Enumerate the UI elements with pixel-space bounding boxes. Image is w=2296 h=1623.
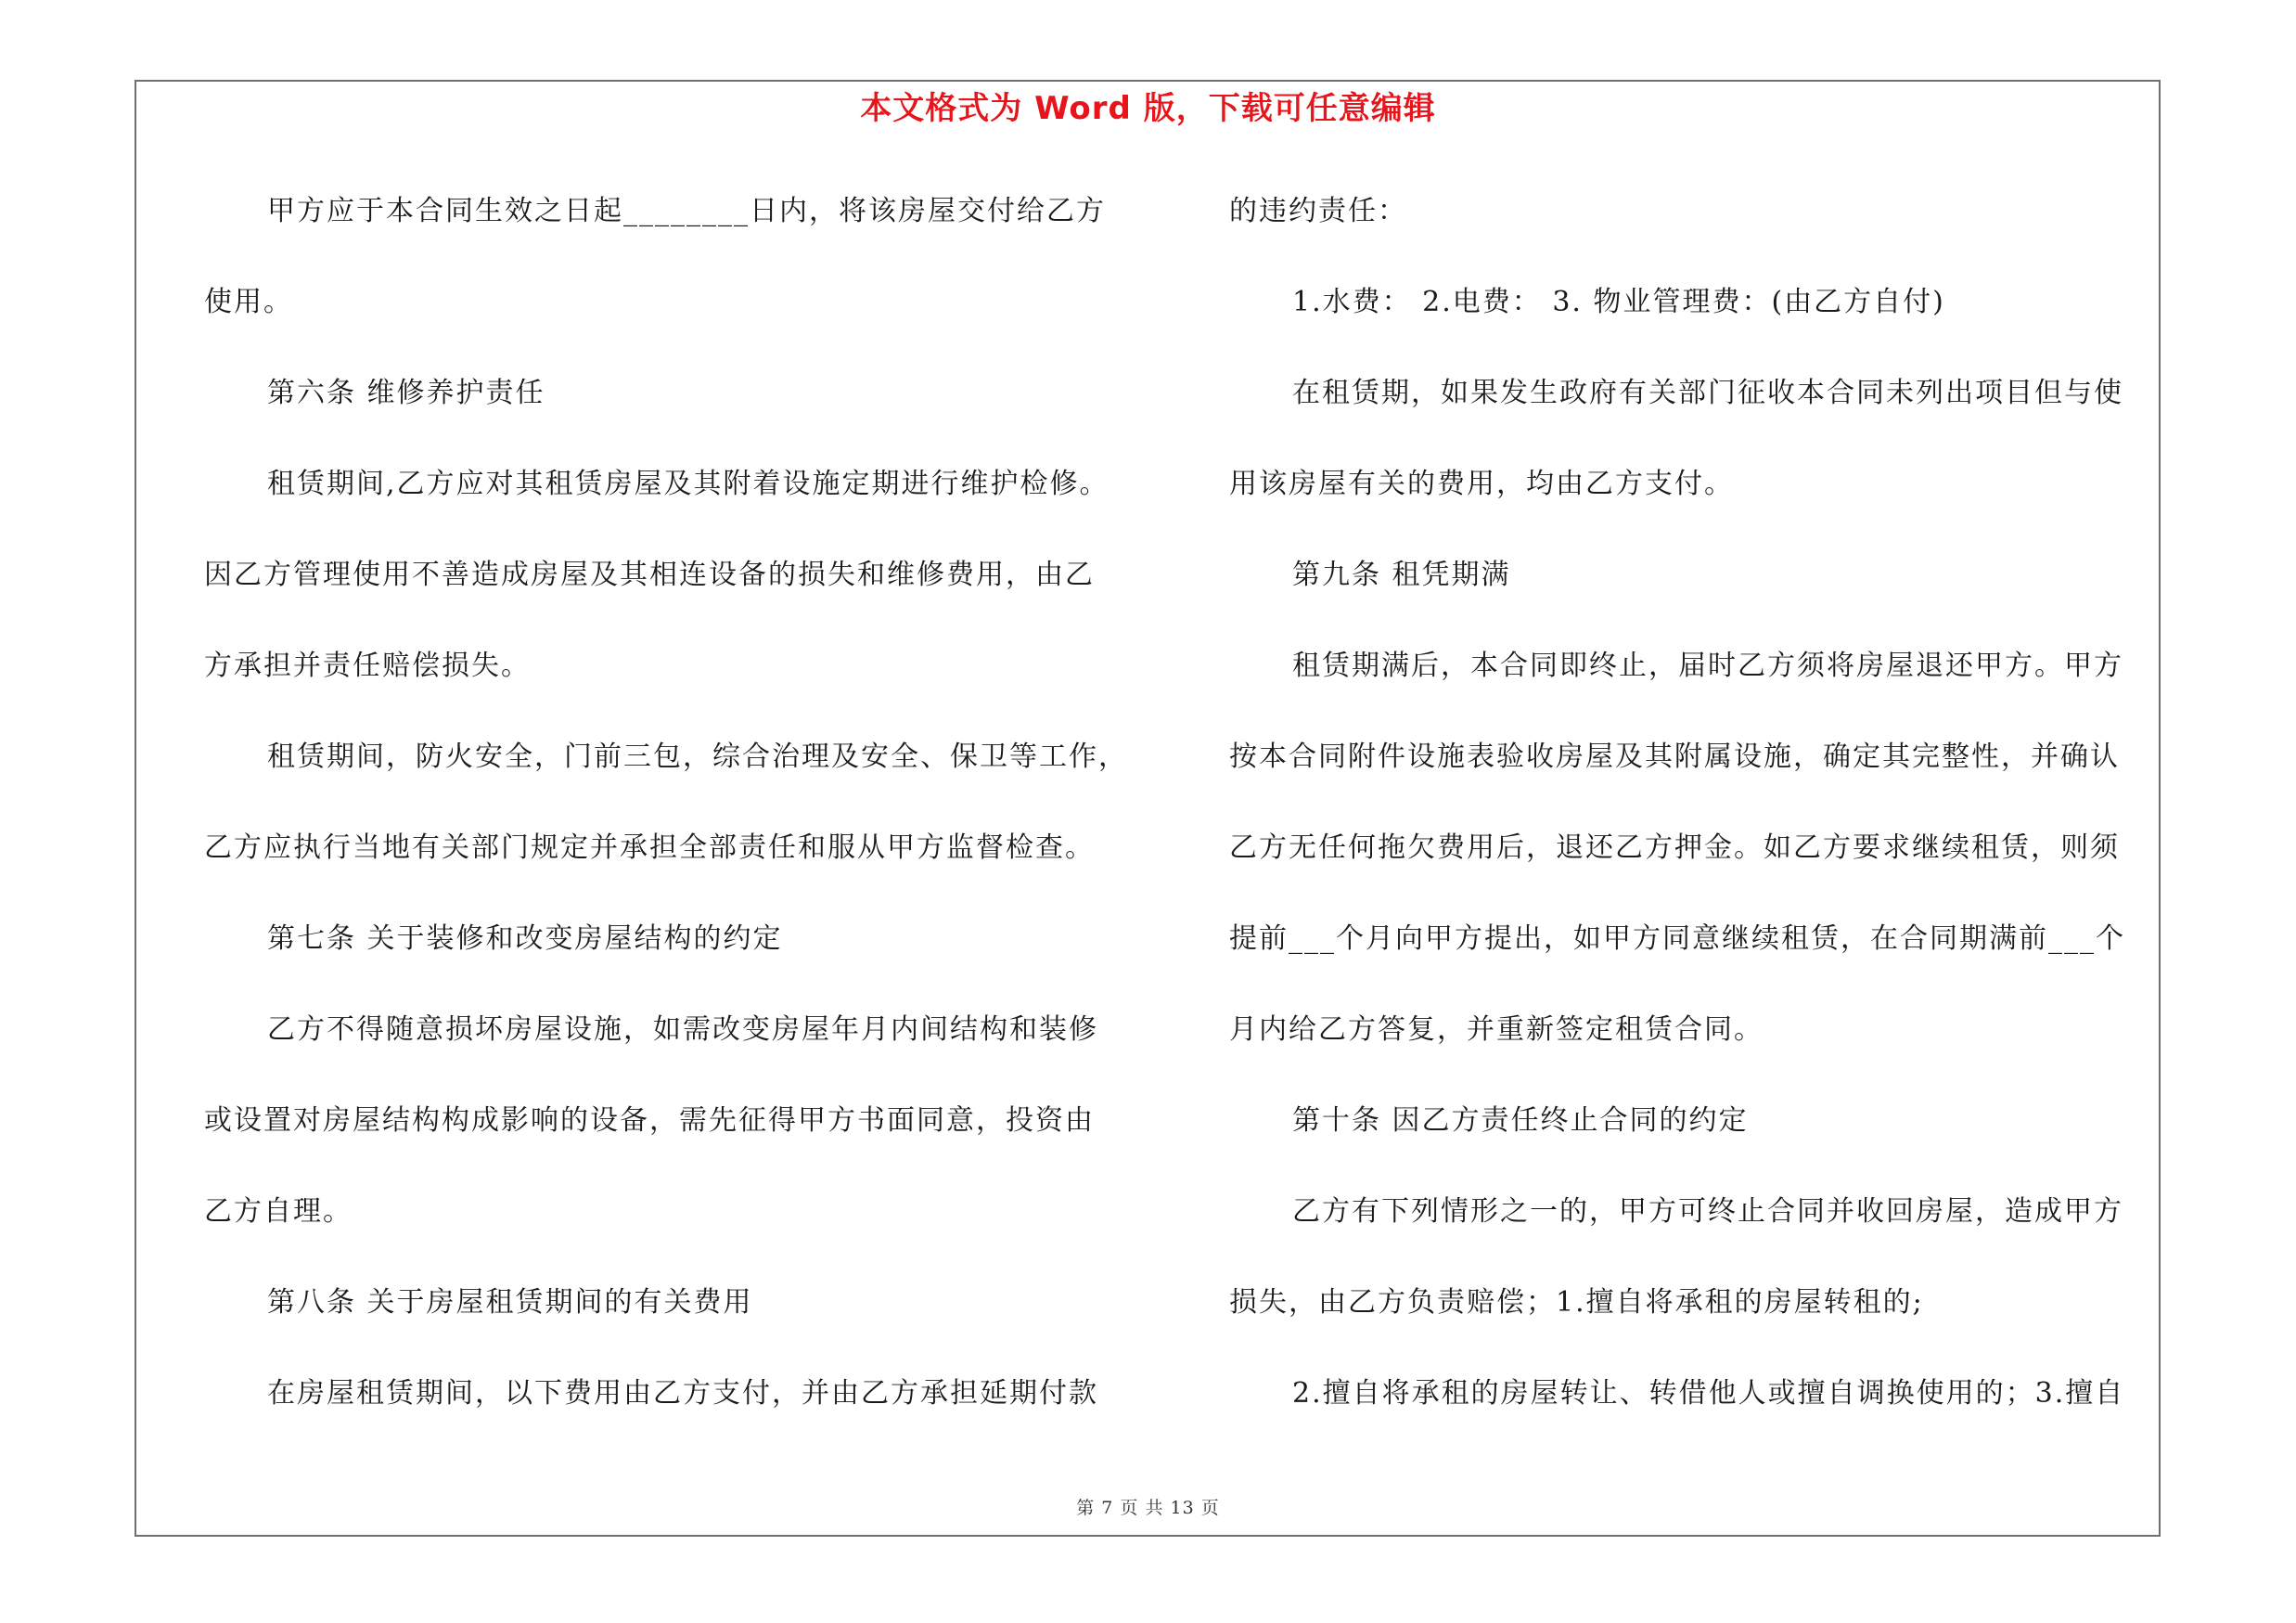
text-line: 月内给乙方答复，并重新签定租赁合同。 <box>1229 1013 1764 1046</box>
text-line: 因乙方管理使用不善造成房屋及其相连设备的损失和维修费用，由乙 <box>204 559 1095 591</box>
text-line: 方承担并责任赔偿损失。 <box>204 650 531 682</box>
text-line: 1.水费： 2.电费： 3. 物业管理费：(由乙方自付) <box>1292 286 1945 318</box>
text-line: 用该房屋有关的费用，均由乙方支付。 <box>1229 468 1734 500</box>
text-line: 提前___个月向甲方提出，如甲方同意继续租赁，在合同期满前___个 <box>1229 922 2125 955</box>
document-banner: 本文格式为 Word 版，下载可任意编辑 <box>860 90 1436 127</box>
text-line: 乙方自理。 <box>204 1195 353 1228</box>
text-line: 第八条 关于房屋租赁期间的有关费用 <box>267 1286 753 1319</box>
text-line: 的违约责任： <box>1229 195 1407 227</box>
text-line: 乙方不得随意损坏房屋设施，如需改变房屋年月内间结构和装修 <box>267 1013 1098 1046</box>
text-line: 甲方应于本合同生效之日起________日内，将该房屋交付给乙方 <box>267 195 1106 227</box>
text-line: 损失，由乙方负责赔偿；1.擅自将承租的房屋转租的; <box>1229 1286 1924 1319</box>
text-line: 在房屋租赁期间，以下费用由乙方支付，并由乙方承担延期付款 <box>267 1377 1098 1410</box>
text-line: 2.擅自将承租的房屋转让、转借他人或擅自调换使用的；3.擅自 <box>1292 1377 2125 1410</box>
text-line: 或设置对房屋结构构成影响的设备，需先征得甲方书面同意，投资由 <box>204 1104 1095 1137</box>
text-line: 在租赁期，如果发生政府有关部门征收本合同未列出项目但与使 <box>1292 377 2123 409</box>
text-line: 租赁期间，防火安全，门前三包，综合治理及安全、保卫等工作， <box>267 741 1128 773</box>
text-line: 第九条 租凭期满 <box>1292 559 1511 591</box>
text-line: 第十条 因乙方责任终止合同的约定 <box>1292 1104 1749 1137</box>
text-line: 租赁期满后，本合同即终止，届时乙方须将房屋退还甲方。甲方 <box>1292 650 2123 682</box>
text-line: 使用。 <box>204 286 293 318</box>
text-line: 第六条 维修养护责任 <box>267 377 545 409</box>
text-line: 租赁期间,乙方应对其租赁房屋及其附着设施定期进行维护检修。 <box>267 468 1110 500</box>
page-footer: 第 7 页 共 13 页 <box>1076 1498 1220 1518</box>
text-line: 按本合同附件设施表验收房屋及其附属设施，确定其完整性，并确认 <box>1229 741 2120 773</box>
text-line: 第七条 关于装修和改变房屋结构的约定 <box>267 922 783 955</box>
text-line: 乙方有下列情形之一的，甲方可终止合同并收回房屋，造成甲方 <box>1292 1195 2123 1228</box>
right-column <box>1229 180 2157 1453</box>
text-line: 乙方应执行当地有关部门规定并承担全部责任和服从甲方监督检查。 <box>204 831 1095 864</box>
left-column <box>204 180 1132 1453</box>
text-line: 乙方无任何拖欠费用后，退还乙方押金。如乙方要求继续租赁，则须 <box>1229 831 2120 864</box>
